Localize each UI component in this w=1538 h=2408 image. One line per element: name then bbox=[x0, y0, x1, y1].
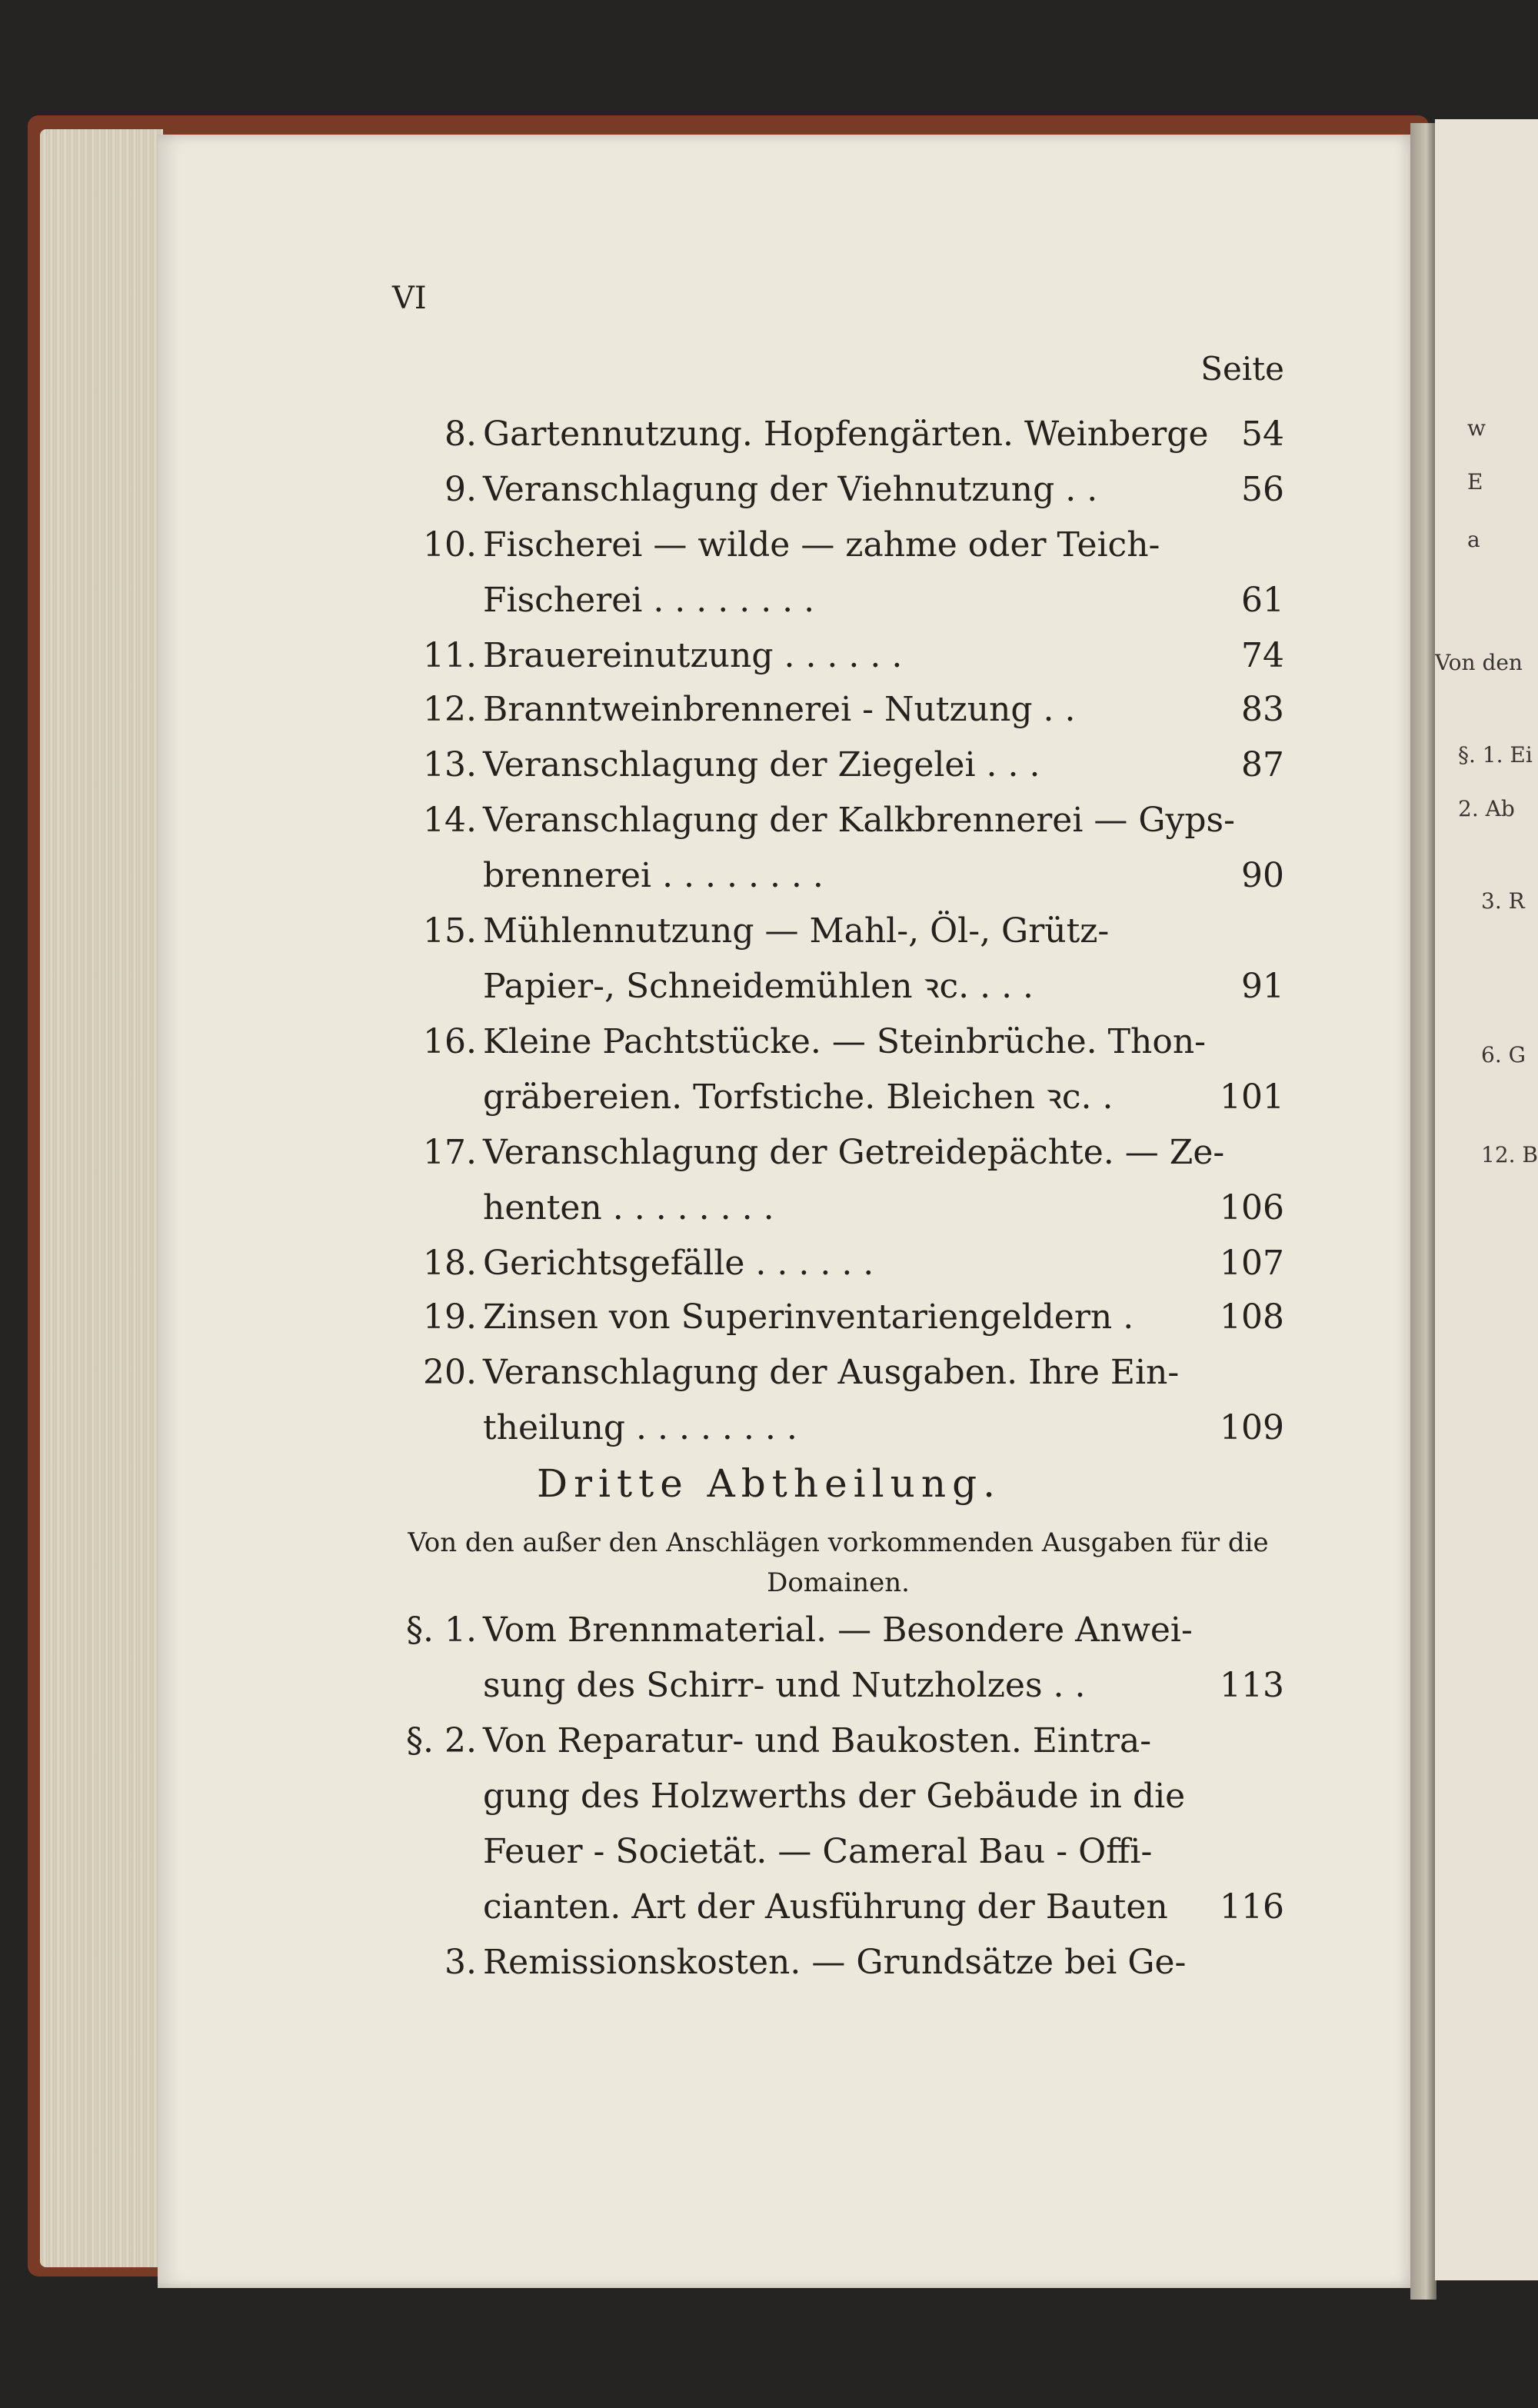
section-subheading: Von den außer den Anschlägen vorkommenden Ausgaben für die Domainen. bbox=[408, 1527, 1269, 1598]
entry-title: Zinsen von Superinventariengeldern . bbox=[483, 1297, 1134, 1337]
toc-entry-continuation bbox=[0, 574, 1538, 628]
toc-entry bbox=[0, 408, 1538, 461]
entry-page: 106 bbox=[1220, 1188, 1284, 1227]
toc-entry-continuation bbox=[0, 1825, 1538, 1879]
entry-title: Fischerei . . . . . . . . bbox=[483, 581, 815, 620]
toc-entry bbox=[0, 738, 1538, 792]
right-page-fragment: 3. R bbox=[1481, 888, 1525, 914]
entry-number: 10. bbox=[423, 525, 477, 565]
entry-title: Mühlennutzung — Mahl-, Öl-, Grütz- bbox=[483, 911, 1110, 951]
right-page-fragment: E bbox=[1467, 469, 1483, 495]
entry-number: 12. bbox=[423, 690, 477, 729]
entry-title: theilung . . . . . . . . bbox=[483, 1408, 797, 1447]
toc-entry-continuation bbox=[0, 849, 1538, 903]
section-heading: Dritte Abtheilung. bbox=[537, 1461, 1001, 1506]
right-page-fragment: §. 1. Ei bbox=[1458, 742, 1533, 768]
entry-title: Branntweinbrennerei - Nutzung . . bbox=[483, 690, 1076, 729]
toc-entry-continuation bbox=[0, 1071, 1538, 1124]
entry-title: gräbereien. Torfstiche. Bleichen ꝛc. . bbox=[483, 1077, 1114, 1117]
entry-page: 91 bbox=[1241, 967, 1284, 1006]
entry-number: 15. bbox=[423, 911, 477, 951]
entry-title: brennerei . . . . . . . . bbox=[483, 856, 824, 895]
entry-page: 101 bbox=[1220, 1077, 1284, 1117]
toc-entry bbox=[0, 904, 1538, 958]
entry-number: 18. bbox=[423, 1244, 477, 1283]
toc-entry bbox=[0, 1936, 1538, 1990]
entry-number: 9. bbox=[444, 470, 477, 509]
toc-entry-continuation bbox=[0, 1659, 1538, 1713]
entry-title: Veranschlagung der Getreidepächte. — Ze- bbox=[483, 1133, 1225, 1172]
entry-page: 108 bbox=[1220, 1297, 1284, 1337]
entry-page: 54 bbox=[1241, 415, 1284, 454]
entry-title: Kleine Pachtstücke. — Steinbrüche. Thon- bbox=[483, 1022, 1207, 1061]
entry-number: 17. bbox=[423, 1133, 477, 1172]
entry-number: §. 2. bbox=[406, 1721, 477, 1760]
entry-title: Remissionskosten. — Grundsätze bei Ge- bbox=[483, 1943, 1187, 1982]
toc-entry bbox=[0, 463, 1538, 517]
toc-entry bbox=[0, 518, 1538, 572]
right-page-fragment: 12. B bbox=[1481, 1142, 1538, 1167]
toc-entry bbox=[0, 1346, 1538, 1400]
entry-title: Von Reparatur- und Baukosten. Eintra- bbox=[483, 1721, 1152, 1760]
right-page-fragment: Von den bbox=[1435, 650, 1523, 675]
toc-entry bbox=[0, 794, 1538, 848]
right-page-fragment: 6. G bbox=[1481, 1042, 1526, 1067]
entry-title: gung des Holzwerths der Gebäude in die bbox=[483, 1777, 1186, 1816]
toc-entry bbox=[0, 629, 1538, 683]
entry-page: 74 bbox=[1241, 636, 1284, 675]
entry-page: 90 bbox=[1241, 856, 1284, 895]
entry-number: 13. bbox=[423, 745, 477, 784]
toc-entry bbox=[0, 1015, 1538, 1069]
entry-page: 83 bbox=[1241, 690, 1284, 729]
toc-entry-continuation bbox=[0, 1770, 1538, 1823]
entry-page: 61 bbox=[1241, 581, 1284, 620]
toc-entry bbox=[0, 1291, 1538, 1344]
entry-number: 14. bbox=[423, 801, 477, 840]
entry-page: 113 bbox=[1220, 1666, 1284, 1705]
entry-title: Veranschlagung der Kalkbrennerei — Gyps- bbox=[483, 801, 1235, 840]
entry-title: Papier-, Schneidemühlen ꝛc. . . . bbox=[483, 967, 1034, 1006]
toc-entry bbox=[0, 1237, 1538, 1291]
entry-number: 3. bbox=[444, 1943, 477, 1982]
entry-number: 20. bbox=[423, 1353, 477, 1392]
toc-entry-continuation bbox=[0, 960, 1538, 1014]
entry-title: cianten. Art der Ausführung der Bauten bbox=[483, 1887, 1168, 1927]
entry-title: Veranschlagung der Viehnutzung . . bbox=[483, 470, 1098, 509]
entry-title: Veranschlagung der Ziegelei . . . bbox=[483, 745, 1040, 784]
entry-number: 11. bbox=[423, 636, 477, 675]
seite-column-label: Seite bbox=[1200, 350, 1284, 388]
right-page-fragment: a bbox=[1467, 527, 1480, 552]
entry-title: henten . . . . . . . . bbox=[483, 1188, 774, 1227]
entry-title: Veranschlagung der Ausgaben. Ihre Ein- bbox=[483, 1353, 1180, 1392]
toc-entry-continuation bbox=[0, 1401, 1538, 1455]
right-page-fragment: 2. Ab bbox=[1458, 796, 1515, 821]
toc-entry bbox=[0, 1604, 1538, 1657]
toc-entry bbox=[0, 683, 1538, 737]
entry-title: Vom Brennmaterial. — Besondere Anwei- bbox=[483, 1610, 1193, 1650]
entry-page: 87 bbox=[1241, 745, 1284, 784]
entry-number: §. 1. bbox=[406, 1610, 477, 1650]
entry-title: Feuer - Societät. — Cameral Bau - Offi- bbox=[483, 1832, 1153, 1871]
entry-page: 116 bbox=[1220, 1887, 1284, 1927]
entry-number: 8. bbox=[444, 415, 477, 454]
entry-title: Gartennutzung. Hopfengärten. Weinberge bbox=[483, 415, 1209, 454]
entry-title: sung des Schirr- und Nutzholzes . . bbox=[483, 1666, 1086, 1705]
entry-page: 56 bbox=[1241, 470, 1284, 509]
page-number: VI bbox=[392, 281, 427, 316]
toc-entry bbox=[0, 1714, 1538, 1768]
toc-entry-continuation bbox=[0, 1880, 1538, 1934]
entry-title: Brauereinutzung . . . . . . bbox=[483, 636, 903, 675]
entry-title: Gerichtsgefälle . . . . . . bbox=[483, 1244, 874, 1283]
toc-entry bbox=[0, 1126, 1538, 1180]
toc-entry-continuation bbox=[0, 1181, 1538, 1235]
entry-page: 109 bbox=[1220, 1408, 1284, 1447]
entry-number: 16. bbox=[423, 1022, 477, 1061]
entry-page: 107 bbox=[1220, 1244, 1284, 1283]
entry-title: Fischerei — wilde — zahme oder Teich- bbox=[483, 525, 1160, 565]
right-page-fragment: w bbox=[1467, 415, 1486, 441]
entry-number: 19. bbox=[423, 1297, 477, 1337]
